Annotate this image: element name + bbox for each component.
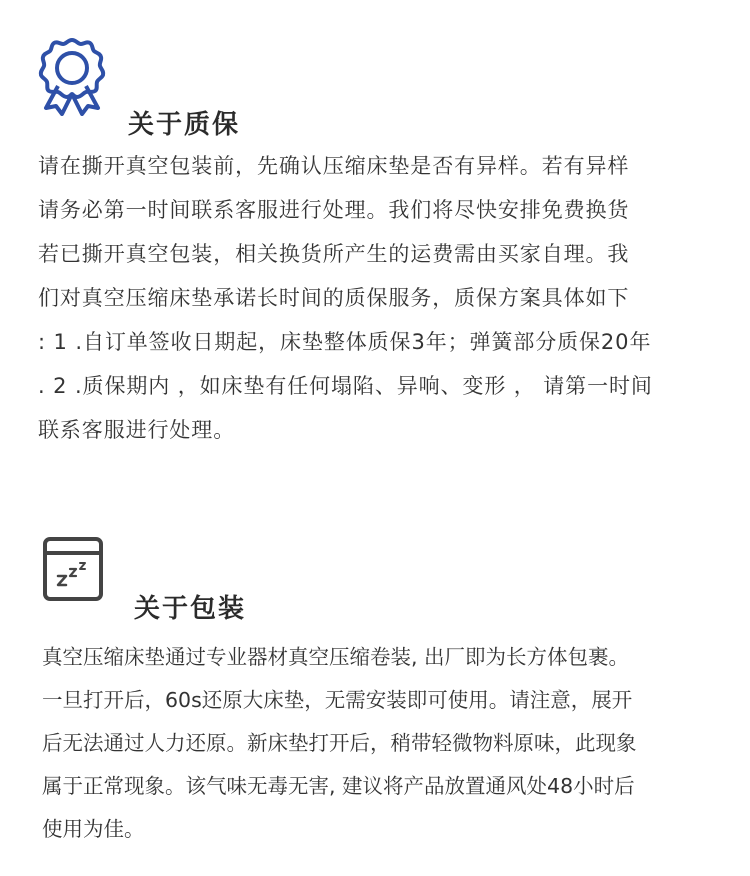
- packaging-text-line: 后无法通过人力还原。新床垫打开后，稍带轻微物料原味，此现象: [42, 731, 637, 755]
- warranty-text-line: : 1 .自订单签收日期起，床垫整体质保3年；弹簧部分质保20年: [38, 330, 652, 354]
- warranty-title: 关于质保: [128, 109, 241, 140]
- warranty-text-line: 联系客服进行处理。: [38, 418, 236, 442]
- packaging-text-line: 属于正常现象。该气味无毒无害, 建议将产品放置通风处48小时后: [42, 774, 635, 798]
- packaging-text-line: 一旦打开后，60s还原大床垫，无需安装即可使用。请注意，展开: [42, 688, 633, 712]
- packaging-text: [42, 636, 722, 851]
- warranty-text-line: 请在撕开真空包装前，先确认压缩床垫是否有异样。若有异样: [38, 154, 630, 178]
- sleep-zzz-icon: [42, 536, 104, 602]
- warranty-text: [38, 144, 728, 452]
- warranty-text-line: 们对真空压缩床垫承诺长时间的质保服务，质保方案具体如下: [38, 286, 630, 310]
- packaging-section: [0, 520, 750, 876]
- warranty-text-line: . 2 .质保期内 ，如床垫有任何塌陷、异响、变形 ， 请第一时间: [38, 374, 653, 398]
- warranty-text-line: 请务必第一时间联系客服进行处理。我们将尽快安排免费换货: [38, 198, 630, 222]
- packaging-text-line: 真空压缩床垫通过专业器材真空压缩卷装, 出厂即为长方体包裹。: [42, 645, 630, 669]
- award-ribbon-icon: [36, 36, 108, 116]
- packaging-text-line: 使用为佳。: [42, 817, 145, 841]
- warranty-text-line: 若已撕开真空包装，相关换货所产生的运费需由买家自理。我: [38, 242, 630, 266]
- packaging-title: 关于包装: [134, 593, 247, 624]
